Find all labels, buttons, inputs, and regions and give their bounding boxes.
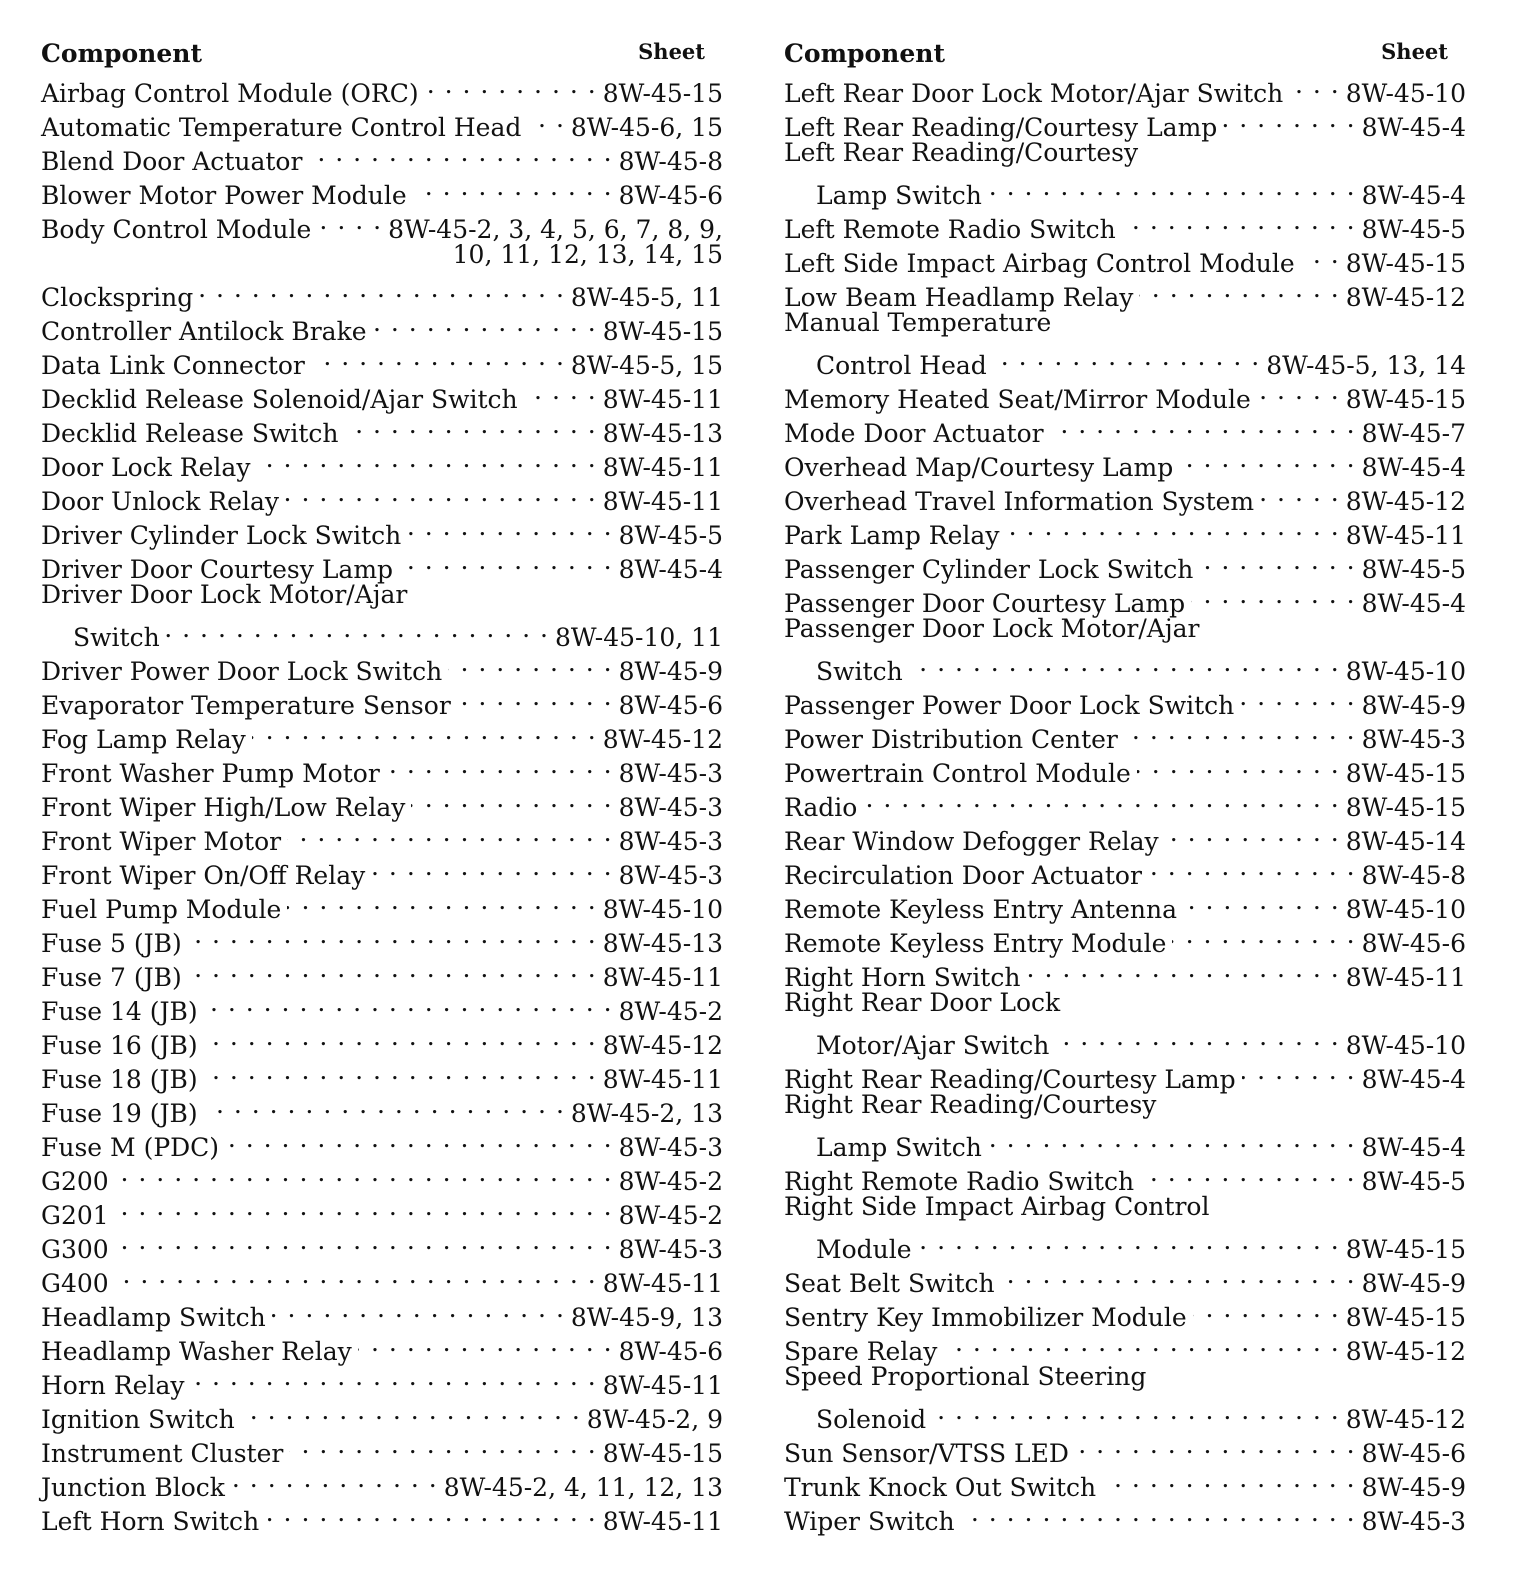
dot-leader bbox=[373, 306, 597, 340]
dot-leader bbox=[386, 748, 613, 782]
component-name: Fuse M (PDC) bbox=[41, 1133, 220, 1162]
dot-leader bbox=[407, 510, 612, 544]
dot-leader bbox=[988, 1122, 1356, 1156]
sheet-reference: 8W-45-11 bbox=[1345, 521, 1466, 550]
dot-leader bbox=[317, 204, 382, 238]
dot-leader bbox=[289, 1428, 596, 1462]
index-entry bbox=[41, 578, 723, 652]
index-entry bbox=[784, 986, 1466, 1060]
sheet-reference: 8W-45-3 bbox=[618, 793, 723, 822]
sheet-reference: 8W-45-9 bbox=[1361, 691, 1466, 720]
dot-leader bbox=[524, 374, 597, 408]
sheet-reference: 8W-45-15 bbox=[1345, 385, 1466, 414]
sheet-reference: 8W-45-7 bbox=[1361, 419, 1466, 448]
dot-leader bbox=[1165, 816, 1340, 850]
component-name: Remote Keyless Entry Antenna bbox=[784, 895, 1178, 924]
sheet-reference: 8W-45-6 bbox=[618, 181, 723, 210]
dot-leader bbox=[371, 850, 612, 884]
sheet-reference: 8W-45-2, 9 bbox=[586, 1405, 723, 1434]
dot-leader bbox=[413, 170, 613, 204]
component-name: Remote Keyless Entry Module bbox=[784, 929, 1167, 958]
sheet-reference: 8W-45-11 bbox=[602, 487, 723, 516]
component-name: Front Wiper High/Low Relay bbox=[41, 793, 406, 822]
entry-line bbox=[784, 646, 1466, 686]
dot-leader bbox=[425, 68, 597, 102]
component-name: Overhead Travel Information System bbox=[784, 487, 1255, 516]
component-name: Decklid Release Solenoid/Ajar Switch bbox=[41, 385, 518, 414]
component-name: Left Rear Reading/Courtesy bbox=[784, 138, 1139, 167]
dot-leader bbox=[1075, 1428, 1356, 1462]
component-name: Decklid Release Switch bbox=[41, 419, 339, 448]
component-name: Front Wiper On/Off Relay bbox=[41, 861, 366, 890]
index-entry bbox=[41, 272, 723, 312]
sheet-reference: 8W-45-15 bbox=[602, 1439, 723, 1468]
sheet-reference: 8W-45-3 bbox=[618, 827, 723, 856]
component-name: Fuse 14 (JB) bbox=[41, 997, 198, 1026]
component-heading: Component bbox=[784, 39, 945, 68]
component-name: Wiper Switch bbox=[784, 1507, 955, 1536]
component-name: Automatic Temperature Control Head bbox=[41, 113, 522, 142]
dot-leader bbox=[1026, 952, 1339, 986]
dot-leader bbox=[1102, 1462, 1355, 1496]
dot-leader bbox=[1001, 1258, 1356, 1292]
dot-leader bbox=[225, 1122, 613, 1156]
column-header bbox=[784, 30, 1466, 68]
component-name: Evaporator Temperature Sensor bbox=[41, 691, 451, 720]
sheet-heading: Sheet bbox=[638, 39, 705, 64]
sheet-reference: 8W-45-13 bbox=[602, 419, 723, 448]
sheet-reference: 8W-45-10 bbox=[602, 895, 723, 924]
component-name: Body Control Module bbox=[41, 215, 312, 244]
component-name: Left Horn Switch bbox=[41, 1507, 260, 1536]
dot-leader bbox=[1223, 102, 1355, 136]
component-name: Driver Door Lock Motor/Ajar bbox=[41, 580, 408, 609]
component-name: Right Rear Door Lock bbox=[784, 988, 1061, 1017]
sheet-reference: 8W-45-15 bbox=[1345, 1235, 1466, 1264]
sheet-reference: 8W-45-11 bbox=[602, 963, 723, 992]
component-name: Right Side Impact Airbag Control bbox=[784, 1192, 1210, 1221]
dot-leader bbox=[287, 816, 613, 850]
sheet-reference: 8W-45-11 bbox=[602, 1065, 723, 1094]
sheet-reference: 8W-45-2, 13 bbox=[570, 1099, 723, 1128]
sheet-reference: 8W-45-11 bbox=[602, 385, 723, 414]
dot-leader bbox=[265, 1496, 597, 1530]
sheet-reference: 8W-45-2, 3, 4, 5, 6, 7, 8, 9, bbox=[388, 215, 723, 244]
sheet-reference: 8W-45-6, 15 bbox=[570, 113, 723, 142]
index-entry bbox=[784, 68, 1466, 108]
dot-leader bbox=[191, 1360, 597, 1394]
dot-leader bbox=[1183, 884, 1340, 918]
sheet-reference: 8W-45-5 bbox=[1361, 555, 1466, 584]
entry-line bbox=[784, 170, 1466, 210]
sheet-reference: 8W-45-5 bbox=[618, 521, 723, 550]
component-name: Data Link Connector bbox=[41, 351, 305, 380]
dot-leader bbox=[1199, 544, 1355, 578]
component-name-continued: Control Head bbox=[816, 351, 987, 380]
dot-leader bbox=[1301, 238, 1340, 272]
component-name-continued: Motor/Ajar Switch bbox=[816, 1031, 1050, 1060]
dot-leader bbox=[1140, 1156, 1356, 1190]
sheet-reference: 8W-45-12 bbox=[1345, 283, 1466, 312]
component-name: G201 bbox=[41, 1201, 109, 1230]
sheet-reference: 8W-45-10 bbox=[1345, 895, 1466, 924]
component-name: Junction Block bbox=[41, 1473, 225, 1502]
component-name: Recirculation Door Actuator bbox=[784, 861, 1142, 890]
dot-leader bbox=[188, 952, 597, 986]
sheet-reference: 8W-45-4 bbox=[1361, 1065, 1466, 1094]
dot-leader bbox=[241, 1394, 581, 1428]
sheet-reference: 8W-45-3 bbox=[618, 1133, 723, 1162]
entry-line bbox=[41, 272, 723, 312]
dot-leader bbox=[115, 1258, 597, 1292]
component-heading: Component bbox=[41, 39, 202, 68]
sheet-reference: 8W-45-4 bbox=[1361, 113, 1466, 142]
sheet-reference: 8W-45-11 bbox=[602, 1269, 723, 1298]
component-name: Door Lock Relay bbox=[41, 453, 251, 482]
sheet-reference: 8W-45-8 bbox=[1361, 861, 1466, 890]
dot-leader bbox=[411, 782, 612, 816]
dot-leader bbox=[1257, 374, 1340, 408]
entry-line bbox=[784, 1224, 1466, 1264]
sheet-reference: 8W-45-13 bbox=[602, 929, 723, 958]
dot-leader bbox=[199, 272, 565, 306]
component-name: Left Remote Radio Switch bbox=[784, 215, 1116, 244]
component-name: Overhead Map/Courtesy Lamp bbox=[784, 453, 1174, 482]
component-name: Powertrain Control Module bbox=[784, 759, 1131, 788]
dot-leader bbox=[399, 544, 613, 578]
dot-leader bbox=[272, 1292, 565, 1326]
sheet-reference: 8W-45-4 bbox=[1361, 181, 1466, 210]
dot-leader bbox=[345, 408, 597, 442]
sheet-reference: 8W-45-5 bbox=[1361, 1167, 1466, 1196]
dot-leader bbox=[1172, 918, 1355, 952]
dot-leader bbox=[252, 714, 597, 748]
sheet-reference: 8W-45-9 bbox=[618, 657, 723, 686]
sheet-reference: 8W-45-9 bbox=[1361, 1473, 1466, 1502]
entry-list bbox=[784, 68, 1466, 1536]
dot-leader bbox=[988, 170, 1356, 204]
component-name: Fuse 7 (JB) bbox=[41, 963, 182, 992]
dot-leader bbox=[527, 102, 565, 136]
component-name-continued: Switch bbox=[816, 657, 903, 686]
entry-line bbox=[784, 1020, 1466, 1060]
sheet-reference: 8W-45-4 bbox=[1361, 1133, 1466, 1162]
sheet-reference: 8W-45-15 bbox=[602, 79, 723, 108]
index-entry bbox=[784, 1190, 1466, 1264]
sheet-reference: 8W-45-3 bbox=[1361, 725, 1466, 754]
component-name: Sun Sensor/VTSS LED bbox=[784, 1439, 1069, 1468]
component-name: Passenger Cylinder Lock Switch bbox=[784, 555, 1194, 584]
sheet-reference: 8W-45-2, 4, 11, 12, 13 bbox=[443, 1473, 723, 1502]
index-column-left bbox=[41, 30, 723, 1536]
index-entry bbox=[784, 1360, 1466, 1434]
sheet-heading: Sheet bbox=[1381, 39, 1448, 64]
dot-leader bbox=[231, 1462, 438, 1496]
entry-line bbox=[41, 612, 723, 652]
component-name: Instrument Cluster bbox=[41, 1439, 284, 1468]
component-name: G300 bbox=[41, 1235, 109, 1264]
dot-leader bbox=[1148, 850, 1356, 884]
sheet-reference: 8W-45-9 bbox=[1361, 1269, 1466, 1298]
component-name: Ignition Switch bbox=[41, 1405, 235, 1434]
component-name: Park Lamp Relay bbox=[784, 521, 1000, 550]
component-name: Front Wiper Motor bbox=[41, 827, 282, 856]
dot-leader bbox=[1139, 272, 1339, 306]
dot-leader bbox=[115, 1190, 613, 1224]
component-name: Driver Door Courtesy Lamp bbox=[41, 555, 394, 584]
component-name: G400 bbox=[41, 1269, 109, 1298]
dot-leader bbox=[1005, 510, 1339, 544]
component-name: Fuse 5 (JB) bbox=[41, 929, 182, 958]
entry-line bbox=[784, 340, 1466, 380]
dot-leader bbox=[1193, 1292, 1340, 1326]
component-name: Left Rear Door Lock Motor/Ajar Switch bbox=[784, 79, 1284, 108]
component-name: Right Rear Reading/Courtesy Lamp bbox=[784, 1065, 1236, 1094]
component-name: Fuse 18 (JB) bbox=[41, 1065, 198, 1094]
index-entry bbox=[784, 306, 1466, 380]
component-name: Blower Motor Power Module bbox=[41, 181, 407, 210]
sheet-reference: 8W-45-15 bbox=[1345, 793, 1466, 822]
sheet-reference: 8W-45-3 bbox=[618, 1235, 723, 1264]
sheet-reference: 8W-45-2 bbox=[618, 1167, 723, 1196]
sheet-reference: 8W-45-3 bbox=[1361, 1507, 1466, 1536]
component-name: Left Side Impact Airbag Control Module bbox=[784, 249, 1295, 278]
component-name: Passenger Door Courtesy Lamp bbox=[784, 589, 1186, 618]
dot-leader bbox=[961, 1496, 1356, 1530]
dot-leader bbox=[166, 612, 549, 646]
dot-leader bbox=[204, 1088, 565, 1122]
component-name: Fuse 16 (JB) bbox=[41, 1031, 198, 1060]
dot-leader bbox=[1124, 714, 1356, 748]
dot-leader bbox=[204, 1054, 597, 1088]
component-name: Seat Belt Switch bbox=[784, 1269, 995, 1298]
entry-line bbox=[784, 1394, 1466, 1434]
component-name: Radio bbox=[784, 793, 858, 822]
component-name: Left Rear Reading/Courtesy Lamp bbox=[784, 113, 1218, 142]
dot-leader bbox=[308, 136, 612, 170]
component-name: Driver Cylinder Lock Switch bbox=[41, 521, 402, 550]
dot-leader bbox=[1191, 578, 1356, 612]
sheet-reference: 8W-45-3 bbox=[618, 861, 723, 890]
dot-leader bbox=[1242, 1054, 1356, 1088]
dot-leader bbox=[863, 782, 1339, 816]
sheet-reference: 8W-45-15 bbox=[1345, 249, 1466, 278]
dot-leader bbox=[993, 340, 1260, 374]
component-name-continued: Module bbox=[816, 1235, 912, 1264]
sheet-reference: 8W-45-8 bbox=[618, 147, 723, 176]
entry-list bbox=[41, 68, 723, 1536]
component-name: Front Washer Pump Motor bbox=[41, 759, 380, 788]
sheet-reference: 8W-45-10, 11 bbox=[554, 623, 723, 652]
dot-leader bbox=[1289, 68, 1339, 102]
dot-leader bbox=[285, 476, 597, 510]
dot-leader bbox=[1050, 408, 1356, 442]
index-entry bbox=[784, 612, 1466, 686]
sheet-reference: 8W-45-6 bbox=[618, 1337, 723, 1366]
component-name: Memory Heated Seat/Mirror Module bbox=[784, 385, 1251, 414]
sheet-reference: 8W-45-5, 13, 14 bbox=[1266, 351, 1466, 380]
component-name: G200 bbox=[41, 1167, 109, 1196]
dot-leader bbox=[204, 1020, 597, 1054]
sheet-reference: 8W-45-4 bbox=[1361, 589, 1466, 618]
component-name: Right Remote Radio Switch bbox=[784, 1167, 1135, 1196]
index-entry bbox=[784, 1088, 1466, 1162]
dot-leader bbox=[1122, 204, 1356, 238]
sheet-reference: 8W-45-2 bbox=[618, 997, 723, 1026]
component-name: Fuse 19 (JB) bbox=[41, 1099, 198, 1128]
component-name: Sentry Key Immobilizer Module bbox=[784, 1303, 1187, 1332]
dot-leader bbox=[1055, 1020, 1339, 1054]
sheet-reference: 8W-45-10 bbox=[1345, 657, 1466, 686]
component-name: Passenger Door Lock Motor/Ajar bbox=[784, 614, 1200, 643]
component-name: Horn Relay bbox=[41, 1371, 185, 1400]
component-name: Manual Temperature bbox=[784, 308, 1052, 337]
dot-leader bbox=[188, 918, 597, 952]
sheet-reference: 8W-45-4 bbox=[1361, 453, 1466, 482]
sheet-reference: 8W-45-12 bbox=[602, 725, 723, 754]
index-entry bbox=[41, 68, 723, 108]
component-name-continued: Lamp Switch bbox=[816, 181, 982, 210]
sheet-reference: 8W-45-15 bbox=[1345, 759, 1466, 788]
dot-leader bbox=[287, 884, 596, 918]
dot-leader bbox=[256, 442, 596, 476]
dot-leader bbox=[1179, 442, 1355, 476]
dot-leader bbox=[943, 1326, 1339, 1360]
dot-leader bbox=[311, 340, 565, 374]
sheet-reference: 8W-45-11 bbox=[602, 1507, 723, 1536]
component-name: Power Distribution Center bbox=[784, 725, 1118, 754]
component-name: Speed Proportional Steering bbox=[784, 1362, 1147, 1391]
sheet-reference: 8W-45-15 bbox=[602, 317, 723, 346]
component-name-continued: Lamp Switch bbox=[816, 1133, 982, 1162]
dot-leader bbox=[932, 1394, 1340, 1428]
component-name: Fog Lamp Relay bbox=[41, 725, 246, 754]
component-name: Blend Door Actuator bbox=[41, 147, 303, 176]
sheet-reference: 8W-45-14 bbox=[1345, 827, 1466, 856]
sheet-reference: 8W-45-5 bbox=[1361, 215, 1466, 244]
component-name: Right Horn Switch bbox=[784, 963, 1021, 992]
component-name: Mode Door Actuator bbox=[784, 419, 1044, 448]
component-name: Door Unlock Relay bbox=[41, 487, 280, 516]
component-name-continued: Switch bbox=[73, 623, 160, 652]
dot-leader bbox=[457, 680, 613, 714]
dot-leader bbox=[1240, 680, 1355, 714]
sheet-reference: 8W-45-4 bbox=[618, 555, 723, 584]
sheet-reference: 8W-45-6 bbox=[618, 691, 723, 720]
sheet-reference: 8W-45-10 bbox=[1345, 79, 1466, 108]
sheet-reference: 8W-45-5, 11 bbox=[570, 283, 723, 312]
index-entry bbox=[41, 204, 723, 272]
component-name: Trunk Knock Out Switch bbox=[784, 1473, 1097, 1502]
component-name: Controller Antilock Brake bbox=[41, 317, 367, 346]
sheet-reference: 8W-45-6 bbox=[1361, 929, 1466, 958]
component-name: Clockspring bbox=[41, 283, 194, 312]
sheet-reference-continued: 10, 11, 12, 13, 14, 15 bbox=[452, 240, 723, 269]
sheet-reference: 8W-45-2 bbox=[618, 1201, 723, 1230]
dot-leader bbox=[115, 1224, 613, 1258]
entry-line bbox=[784, 68, 1466, 108]
component-name: Right Rear Reading/Courtesy bbox=[784, 1090, 1157, 1119]
sheet-reference: 8W-45-11 bbox=[602, 453, 723, 482]
sheet-reference: 8W-45-5, 15 bbox=[570, 351, 723, 380]
dot-leader bbox=[918, 1224, 1340, 1258]
dot-leader bbox=[115, 1156, 613, 1190]
component-name: Headlamp Washer Relay bbox=[41, 1337, 352, 1366]
component-name: Headlamp Switch bbox=[41, 1303, 266, 1332]
dot-leader bbox=[358, 1326, 613, 1360]
component-name: Fuel Pump Module bbox=[41, 895, 282, 924]
dot-leader bbox=[448, 646, 612, 680]
component-name: Airbag Control Module (ORC) bbox=[41, 79, 419, 108]
dot-leader bbox=[1137, 748, 1340, 782]
sheet-reference: 8W-45-6 bbox=[1361, 1439, 1466, 1468]
sheet-reference: 8W-45-3 bbox=[618, 759, 723, 788]
component-name: Rear Window Defogger Relay bbox=[784, 827, 1159, 856]
component-name-continued: Solenoid bbox=[816, 1405, 927, 1434]
index-column-right bbox=[784, 30, 1466, 1536]
dot-leader bbox=[204, 986, 613, 1020]
index-entry bbox=[784, 136, 1466, 210]
sheet-reference: 8W-45-15 bbox=[1345, 1303, 1466, 1332]
sheet-reference: 8W-45-11 bbox=[1345, 963, 1466, 992]
sheet-reference: 8W-45-12 bbox=[1345, 1405, 1466, 1434]
sheet-reference: 8W-45-12 bbox=[1345, 1337, 1466, 1366]
entry-line bbox=[41, 68, 723, 108]
sheet-reference: 8W-45-12 bbox=[1345, 487, 1466, 516]
dot-leader bbox=[1260, 476, 1340, 510]
component-name: Passenger Power Door Lock Switch bbox=[784, 691, 1235, 720]
entry-line bbox=[784, 1122, 1466, 1162]
component-name: Spare Relay bbox=[784, 1337, 938, 1366]
sheet-reference: 8W-45-12 bbox=[602, 1031, 723, 1060]
sheet-reference: 8W-45-11 bbox=[602, 1371, 723, 1400]
column-header bbox=[41, 30, 723, 68]
component-name: Driver Power Door Lock Switch bbox=[41, 657, 443, 686]
component-name: Low Beam Headlamp Relay bbox=[784, 283, 1134, 312]
dot-leader bbox=[909, 646, 1340, 680]
sheet-reference: 8W-45-10 bbox=[1345, 1031, 1466, 1060]
sheet-reference: 8W-45-9, 13 bbox=[570, 1303, 723, 1332]
